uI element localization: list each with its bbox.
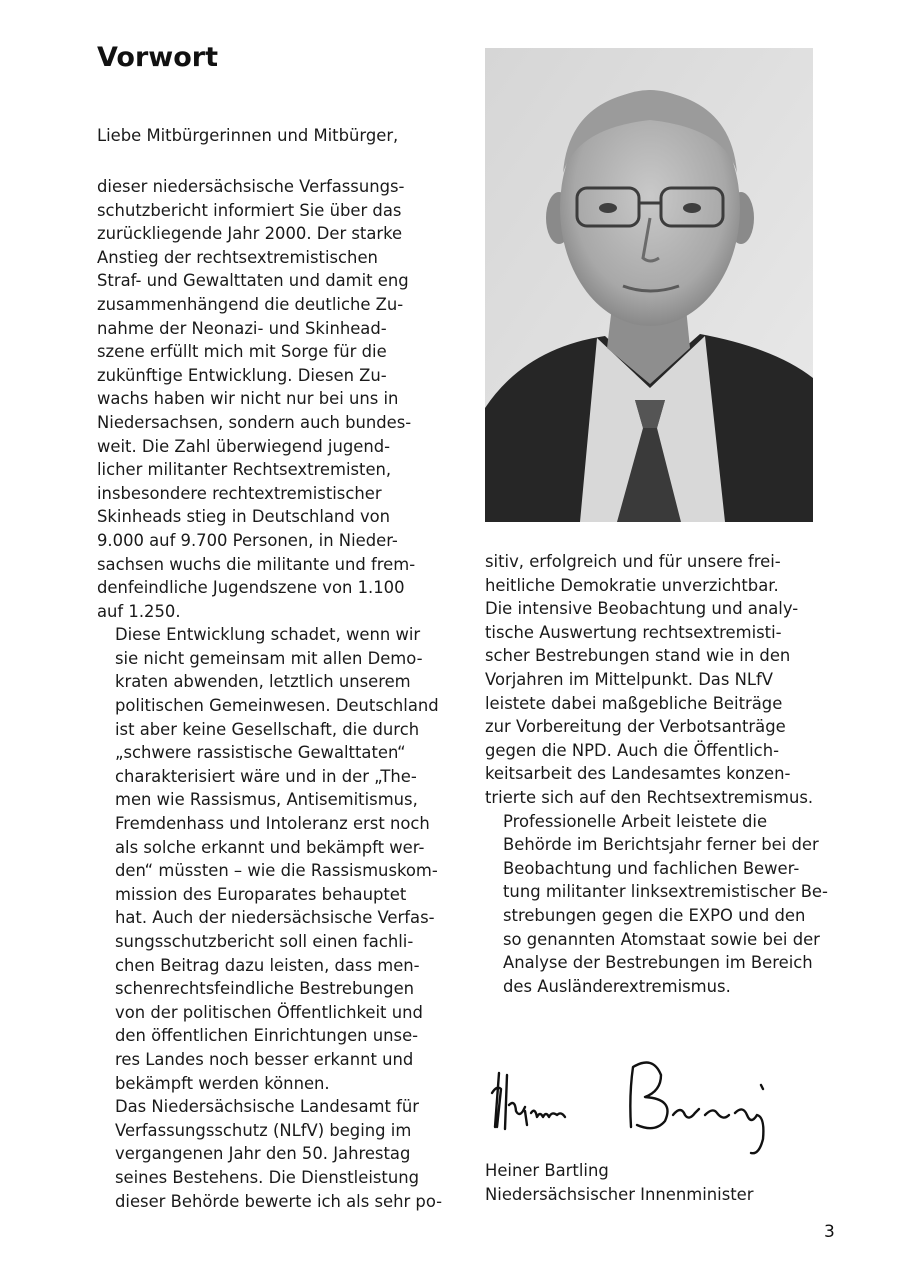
text-line: sie nicht gemeinsam mit allen Demo- [115,648,423,668]
text-line: denfeindliche Jugendszene von 1.100 [97,578,405,598]
text-line: sachsen wuchs die militante und frem- [97,554,416,574]
text-line: politischen Gemeinwesen. Deutschland [115,696,439,716]
text-line: zur Vorbereitung der Verbotsanträge [485,717,786,737]
text-line: von der politischen Öffentlichkeit und [115,1002,423,1022]
text-line: zukünftige Entwicklung. Diesen Zu- [97,365,387,385]
page-title: Vorwort [97,42,218,73]
text-line: licher militanter Rechtsextremisten, [97,460,392,480]
text-line: dieser Behörde bewerte ich als sehr po- [115,1191,443,1211]
signatory-role: Niedersächsischer Innenminister [485,1185,754,1204]
text-line: gegen die NPD. Auch die Öffentlich- [485,740,779,760]
text-line: schenrechtsfeindliche Bestrebungen [115,979,415,999]
text-line: weit. Die Zahl überwiegend jugend- [97,436,391,456]
text-line: wachs haben wir nicht nur bei uns in [97,389,399,409]
left-column [97,175,457,1213]
handwritten-signature [485,1055,785,1160]
text-line: „schwere rassistische Gewalttaten“ [115,743,406,763]
text-line: auf 1.250. [97,601,181,621]
text-line: bekämpft werden können. [115,1073,330,1093]
text-line: Verfassungsschutz (NLfV) beging im [115,1120,412,1140]
text-line: keitsarbeit des Landesamtes konzen- [485,764,791,784]
text-line: sungsschutzbericht soll einen fachli- [115,932,414,951]
paragraph-development [97,623,457,1095]
text-line: Niedersachsen, sondern auch bundes- [97,412,412,432]
text-line: charakterisiert wäre und in der „The- [115,766,417,786]
text-line: tische Auswertung rechtsextremisti- [485,622,782,642]
text-line: Anstieg der rechtsextremistischen [97,247,378,267]
page-number: 3 [824,1222,835,1242]
text-line: Beobachtung und fachlichen Bewer- [503,858,800,878]
signatory-name: Heiner Bartling [485,1161,609,1180]
text-line: den“ müssten – wie die Rassismuskom- [115,861,438,881]
text-line: heitliche Demokratie unverzichtbar. [485,575,779,595]
text-line: zurückliegende Jahr 2000. Der starke [97,224,403,244]
text-line: men wie Rassismus, Antisemitismus, [115,790,418,810]
text-line: schutzbericht informiert Sie über das [97,200,402,220]
greeting: Liebe Mitbürgerinnen und Mitbürger, [97,126,399,145]
text-line: 9.000 auf 9.700 Personen, in Nieder- [97,530,398,550]
text-line: Vorjahren im Mittelpunkt. Das NLfV [485,669,773,689]
text-line: kraten abwenden, letztlich unserem [115,672,411,692]
signature-block [485,1159,754,1207]
text-line: als solche erkannt und bekämpft wer- [115,837,425,857]
text-line: Behörde im Berichtsjahr ferner bei der [503,835,819,855]
text-line: insbesondere rechtextremistischer [97,483,382,503]
text-line: vergangenen Jahr den 50. Jahrestag [115,1144,411,1164]
text-line: Professionelle Arbeit leistete die [503,811,768,831]
text-line: Skinheads stieg in Deutschland von [97,507,391,527]
text-line: sitiv, erfolgreich und für unsere frei- [485,552,781,571]
text-line: Das Niedersächsische Landesamt für [115,1097,419,1117]
text-line: den öffentlichen Einrichtungen unse- [115,1026,419,1046]
text-line: seines Bestehens. Die Dienstleistung [115,1167,420,1187]
text-line: Diese Entwicklung schadet, wenn wir [115,625,421,645]
paragraph-intro [97,175,457,623]
text-line: Analyse der Bestrebungen im Bereich [503,953,813,973]
text-line: leistete dabei maßgebliche Beiträge [485,693,783,713]
paragraph-nlfv [97,1095,457,1213]
portrait-photo [485,48,813,522]
text-line: tung militanter linksextremistischer Be- [503,882,828,902]
text-line: dieser niedersächsische Verfassungs- [97,177,405,196]
text-line: strebungen gegen die EXPO und den [503,905,806,925]
text-line: trierte sich auf den Rechtsextremismus. [485,787,814,807]
text-line: szene erfüllt mich mit Sorge für die [97,342,387,362]
text-line: res Landes noch besser erkannt und [115,1049,414,1069]
text-line: nahme der Neonazi- und Skinhead- [97,318,387,338]
text-line: Straf- und Gewalttaten und damit eng [97,271,409,291]
text-line: chen Beitrag dazu leisten, dass men- [115,955,420,975]
paragraph-professional-work [485,810,845,999]
text-line: mission des Europarates behauptet [115,884,407,904]
text-line: zusammenhängend die deutliche Zu- [97,294,404,314]
text-line: scher Bestrebungen stand wie in den [485,646,791,666]
text-line: Fremdenhass und Intoleranz erst noch [115,814,430,834]
text-line: so genannten Atomstaat sowie bei der [503,929,820,949]
text-line: Die intensive Beobachtung und analy- [485,599,799,619]
paragraph-continuation [485,550,845,810]
text-line: des Ausländerextremismus. [503,976,731,996]
text-line: hat. Auch der niedersächsische Verfas- [115,908,435,928]
right-column [485,550,845,998]
text-line: ist aber keine Gesellschaft, die durch [115,719,420,739]
